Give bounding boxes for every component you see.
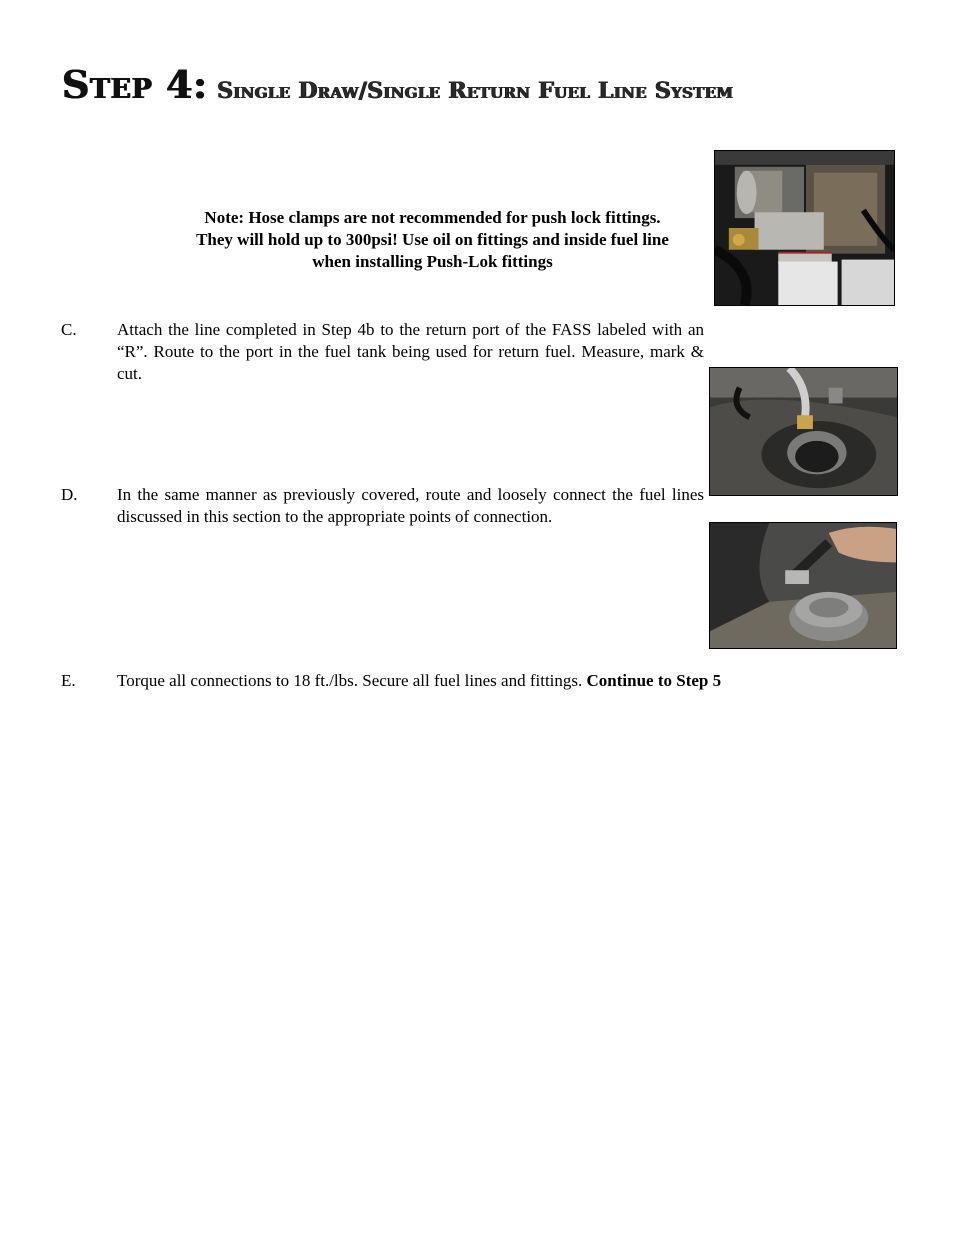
note-line: They will hold up to 300psi! Use oil on fittings and inside fuel line	[196, 230, 669, 249]
step-e-text	[117, 670, 877, 692]
step-e-letter: E.	[61, 671, 76, 690]
fass-pump-photo	[714, 150, 895, 306]
step-c-letter: C.	[61, 320, 77, 339]
step-d-text: In the same manner as previously covered, route and loosely connect the fuel lines discussed in this section to the appropriate points of connection.	[117, 485, 704, 526]
note-line: Note: Hose clamps are not recommended for push lock fittings.	[204, 208, 661, 227]
wrench-connection-photo	[709, 522, 897, 649]
step-d-letter: D.	[61, 485, 78, 504]
step-title: Single Draw/Single Return Fuel Line System	[217, 78, 734, 104]
step-e-instruction: Torque all connections to 18 ft./lbs. Secure all fuel lines and fittings.	[117, 671, 587, 690]
fuel-tank-port-photo	[709, 367, 898, 496]
note-block	[150, 207, 715, 273]
note-line: when installing Push-Lok fittings	[312, 252, 553, 271]
continue-to-step-5: Continue to Step 5	[586, 671, 722, 690]
page-heading	[62, 62, 733, 107]
step-c-text: Attach the line completed in Step 4b to the return port of the FASS labeled with an “R”. Route to the port in the fuel tank being used for return fuel. Measure, mark & cut.	[117, 320, 704, 383]
step-number: Step 4:	[62, 62, 208, 107]
